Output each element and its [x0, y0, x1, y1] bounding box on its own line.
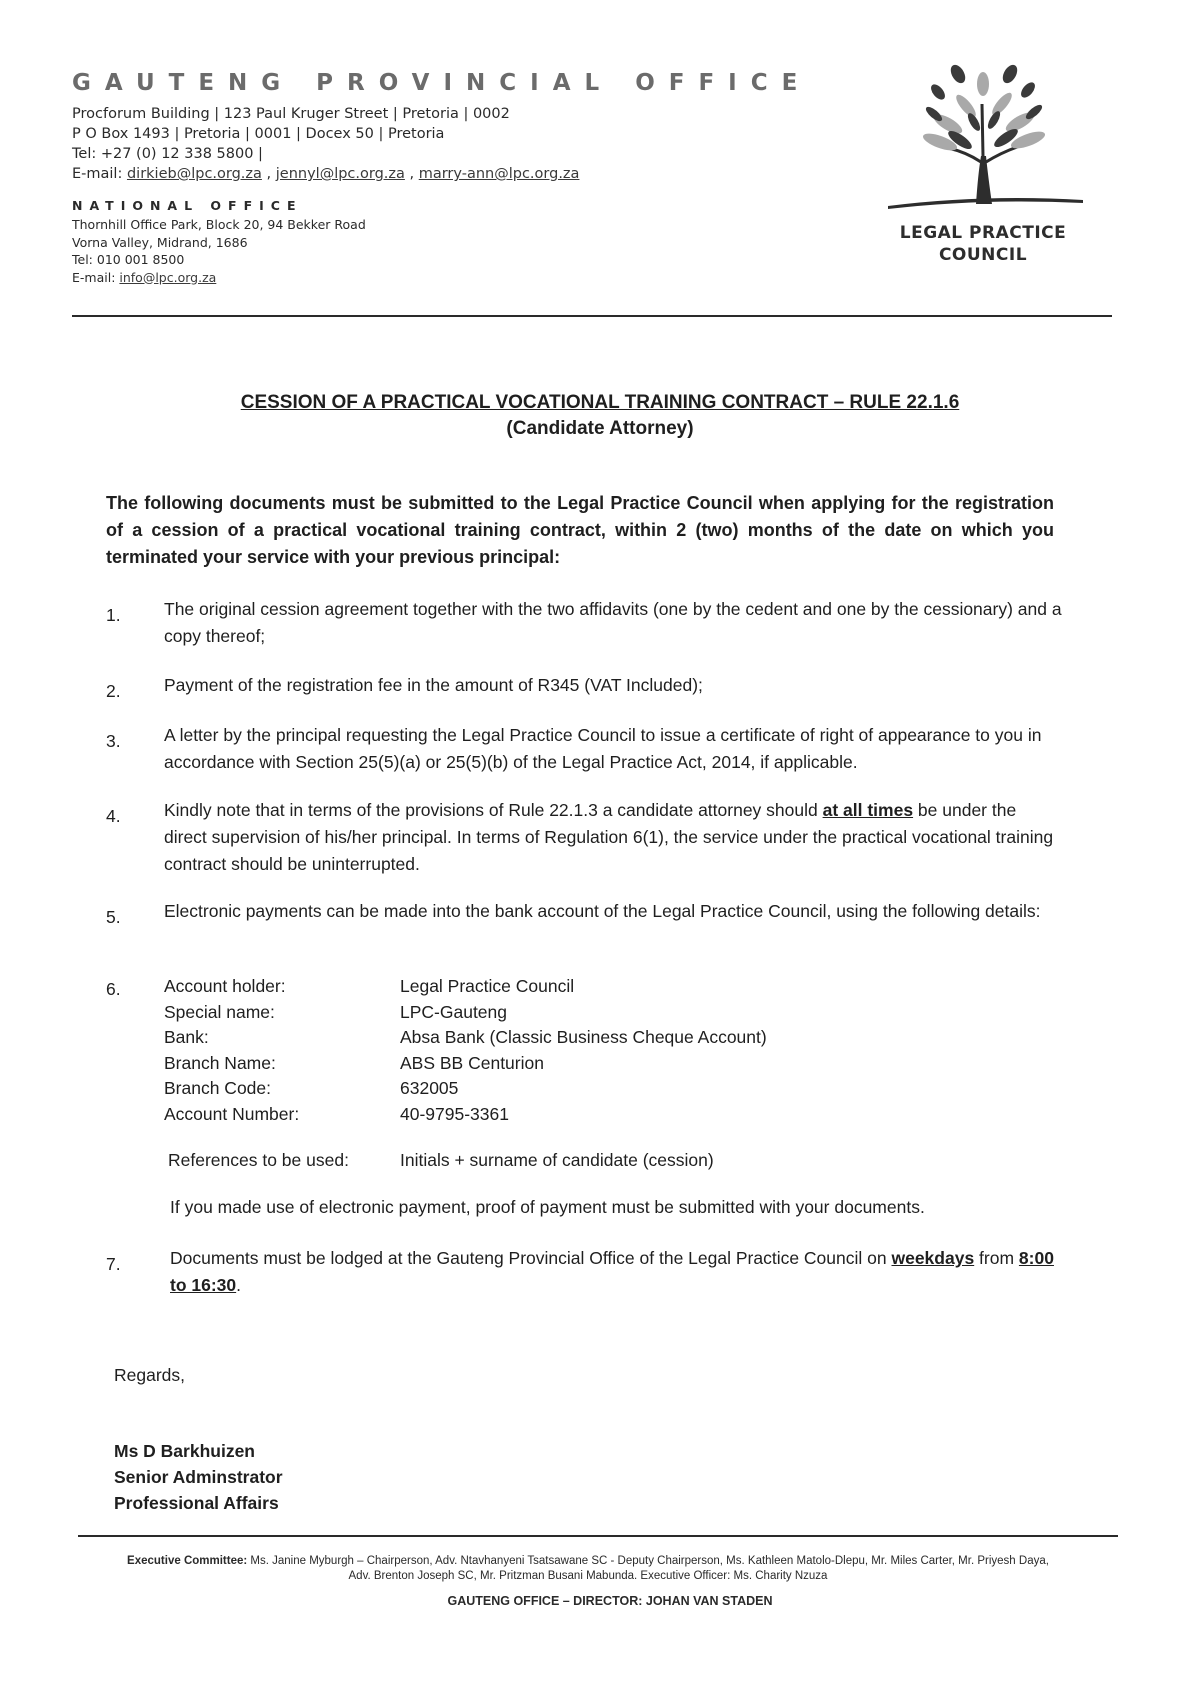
document-title-main: CESSION OF A PRACTICAL VOCATIONAL TRAINING CONTRACT – RULE 22.1.6 — [240, 392, 960, 413]
national-email-line — [72, 269, 366, 287]
item-text: Electronic payments can be made into the bank account of the Legal Practice Council, using the following details: — [164, 901, 1041, 921]
bank-value: ABS BB Centurion — [400, 1052, 544, 1073]
bank-details-table — [164, 974, 767, 1127]
references-row — [168, 1150, 714, 1171]
provincial-address-line-2: P O Box 1493 | Pretoria | 0001 | Docex 50 | Pretoria — [72, 126, 445, 142]
bank-label: Branch Code: — [164, 1078, 272, 1098]
national-email-link[interactable]: info@lpc.org.za — [119, 269, 217, 285]
item-text: A letter by the principal requesting the Legal Practice Council to issue a certificate of right of appearance to you in accordance with Section 25(5)(a) or 25(5)(b) of the Legal Practice Act, 2014, if applicable. — [164, 725, 1042, 772]
bank-label: Account holder: — [164, 976, 286, 996]
national-address-line-1: Thornhill Office Park, Block 20, 94 Bekker Road — [72, 217, 366, 232]
item-text — [170, 1245, 1062, 1299]
committee-members: Ms. Janine Myburgh – Chairperson, Adv. Ntavhanyeni Tsatsawane SC - Deputy Chairperson, Ms. Kathleen Matolo-Dlepu, Mr. Miles Carter, Mr. Priyesh Daya, Adv. Brenton Joseph SC, Mr. Pritzman Busani Mabunda. Executive Officer: Ms. Charity Nzuza — [247, 1555, 1049, 1582]
provincial-address-line-1: Procforum Building | 123 Paul Kruger Street | Pretoria | 0002 — [72, 106, 510, 122]
tree-logo-icon — [878, 44, 1088, 224]
bank-value: LPC-Gauteng — [400, 1001, 508, 1022]
emphasis-at-all-times: at all times — [822, 800, 914, 820]
bank-label: Account Number: — [164, 1103, 300, 1124]
item-text: Payment of the registration fee in the amount of R345 (VAT Included); — [164, 675, 703, 695]
item-text-part: from — [974, 1248, 1019, 1268]
bank-row — [164, 1025, 767, 1051]
provincial-office-details — [72, 104, 579, 184]
bank-label: Special name: — [164, 1001, 275, 1022]
bank-value: Absa Bank (Classic Business Cheque Account) — [400, 1027, 767, 1047]
bank-value: 632005 — [400, 1078, 459, 1098]
bank-row — [164, 1102, 767, 1128]
executive-committee-footer — [118, 1554, 1058, 1584]
emphasis-weekdays: weekdays — [891, 1248, 975, 1268]
national-office-title: NATIONAL OFFICE — [72, 198, 303, 213]
bank-label: Bank: — [164, 1027, 209, 1047]
references-value: Initials + surname of candidate (cession) — [400, 1150, 714, 1170]
item-number: 2. — [106, 681, 121, 701]
email-link-jennyl[interactable]: jennyl@lpc.org.za — [275, 166, 405, 182]
item-text-part: Kindly note that in terms of the provisions of Rule 22.1.3 a candidate attorney should — [164, 800, 823, 820]
national-tel: Tel: 010 001 8500 — [72, 252, 185, 267]
signature-block — [114, 1438, 283, 1516]
item-text-part: . — [236, 1275, 242, 1295]
committee-label: Executive Committee: — [127, 1555, 248, 1567]
national-address-line-2: Vorna Valley, Midrand, 1686 — [72, 234, 248, 250]
provincial-office-title: GAUTENG PROVINCIAL OFFICE — [72, 70, 812, 96]
office-director — [0, 1594, 1200, 1608]
bank-row — [164, 1000, 767, 1026]
office-director-text: GAUTENG OFFICE – DIRECTOR: JOHAN VAN STADEN — [447, 1594, 773, 1608]
emphasis-hours: 8:00 to 16:30 — [170, 1248, 1054, 1295]
item-number: 6. — [106, 979, 121, 999]
intro-paragraph: The following documents must be submitted to the Legal Practice Council when applying for the registration of a cession of a practical vocational training contract, within 2 (two) months of the date on which you terminated your service with your previous principal: — [106, 493, 1054, 567]
logo-text — [878, 222, 1088, 266]
document-title-sub: (Candidate Attorney) — [506, 418, 694, 439]
references-label: References to be used: — [168, 1150, 349, 1170]
email-link-dirkieb[interactable]: dirkieb@lpc.org.za — [126, 166, 262, 182]
item-number: 4. — [106, 806, 121, 826]
lpc-logo — [878, 44, 1088, 274]
bank-row — [164, 1076, 767, 1102]
bank-row — [164, 974, 767, 1000]
bank-row — [164, 1051, 767, 1077]
signatory-name: Ms D Barkhuizen — [114, 1441, 255, 1461]
bank-label: Branch Name: — [164, 1052, 276, 1073]
provincial-email-line: E-mail: dirkieb@lpc.org.za , jennyl@lpc.org.za , marry-ann@lpc.org.za — [72, 166, 580, 182]
closing-regards: Regards, — [114, 1365, 186, 1385]
item-text-part: be under the direct supervision of his/her principal. In terms of Regulation 6(1), the service under the practical vocational training contract should be uninterrupted. — [164, 800, 1054, 874]
item-text-part: Documents must be lodged at the Gauteng Provincial Office of the Legal Practice Council on — [170, 1248, 892, 1268]
national-office-details — [72, 216, 366, 286]
logo-text-line-1: LEGAL PRACTICE — [899, 223, 1067, 243]
email-link-marry-ann[interactable]: marry-ann@lpc.org.za — [418, 166, 580, 182]
footer-divider — [78, 1535, 1118, 1537]
item-number: 5. — [106, 907, 121, 927]
item-number: 1. — [106, 605, 121, 625]
item-text — [164, 797, 1062, 878]
provincial-tel: Tel: +27 (0) 12 338 5800 | — [72, 146, 263, 162]
document-title — [0, 392, 1200, 440]
national-email-label: E-mail: — [72, 269, 116, 285]
logo-text-line-2: COUNCIL — [938, 245, 1028, 265]
proof-of-payment-note: If you made use of electronic payment, proof of payment must be submitted with your documents. — [170, 1197, 925, 1217]
header-divider — [72, 315, 1112, 317]
bank-value: Legal Practice Council — [400, 976, 575, 996]
item-text: The original cession agreement together with the two affidavits (one by the cedent and one by the cessionary) and a copy thereof; — [164, 599, 1062, 646]
signatory-department: Professional Affairs — [114, 1493, 279, 1513]
email-label: E-mail: — [72, 166, 123, 182]
signatory-role: Senior Adminstrator — [114, 1467, 283, 1487]
item-number: 7. — [106, 1254, 121, 1274]
item-number: 3. — [106, 731, 121, 751]
bank-value: 40-9795-3361 — [400, 1103, 509, 1124]
